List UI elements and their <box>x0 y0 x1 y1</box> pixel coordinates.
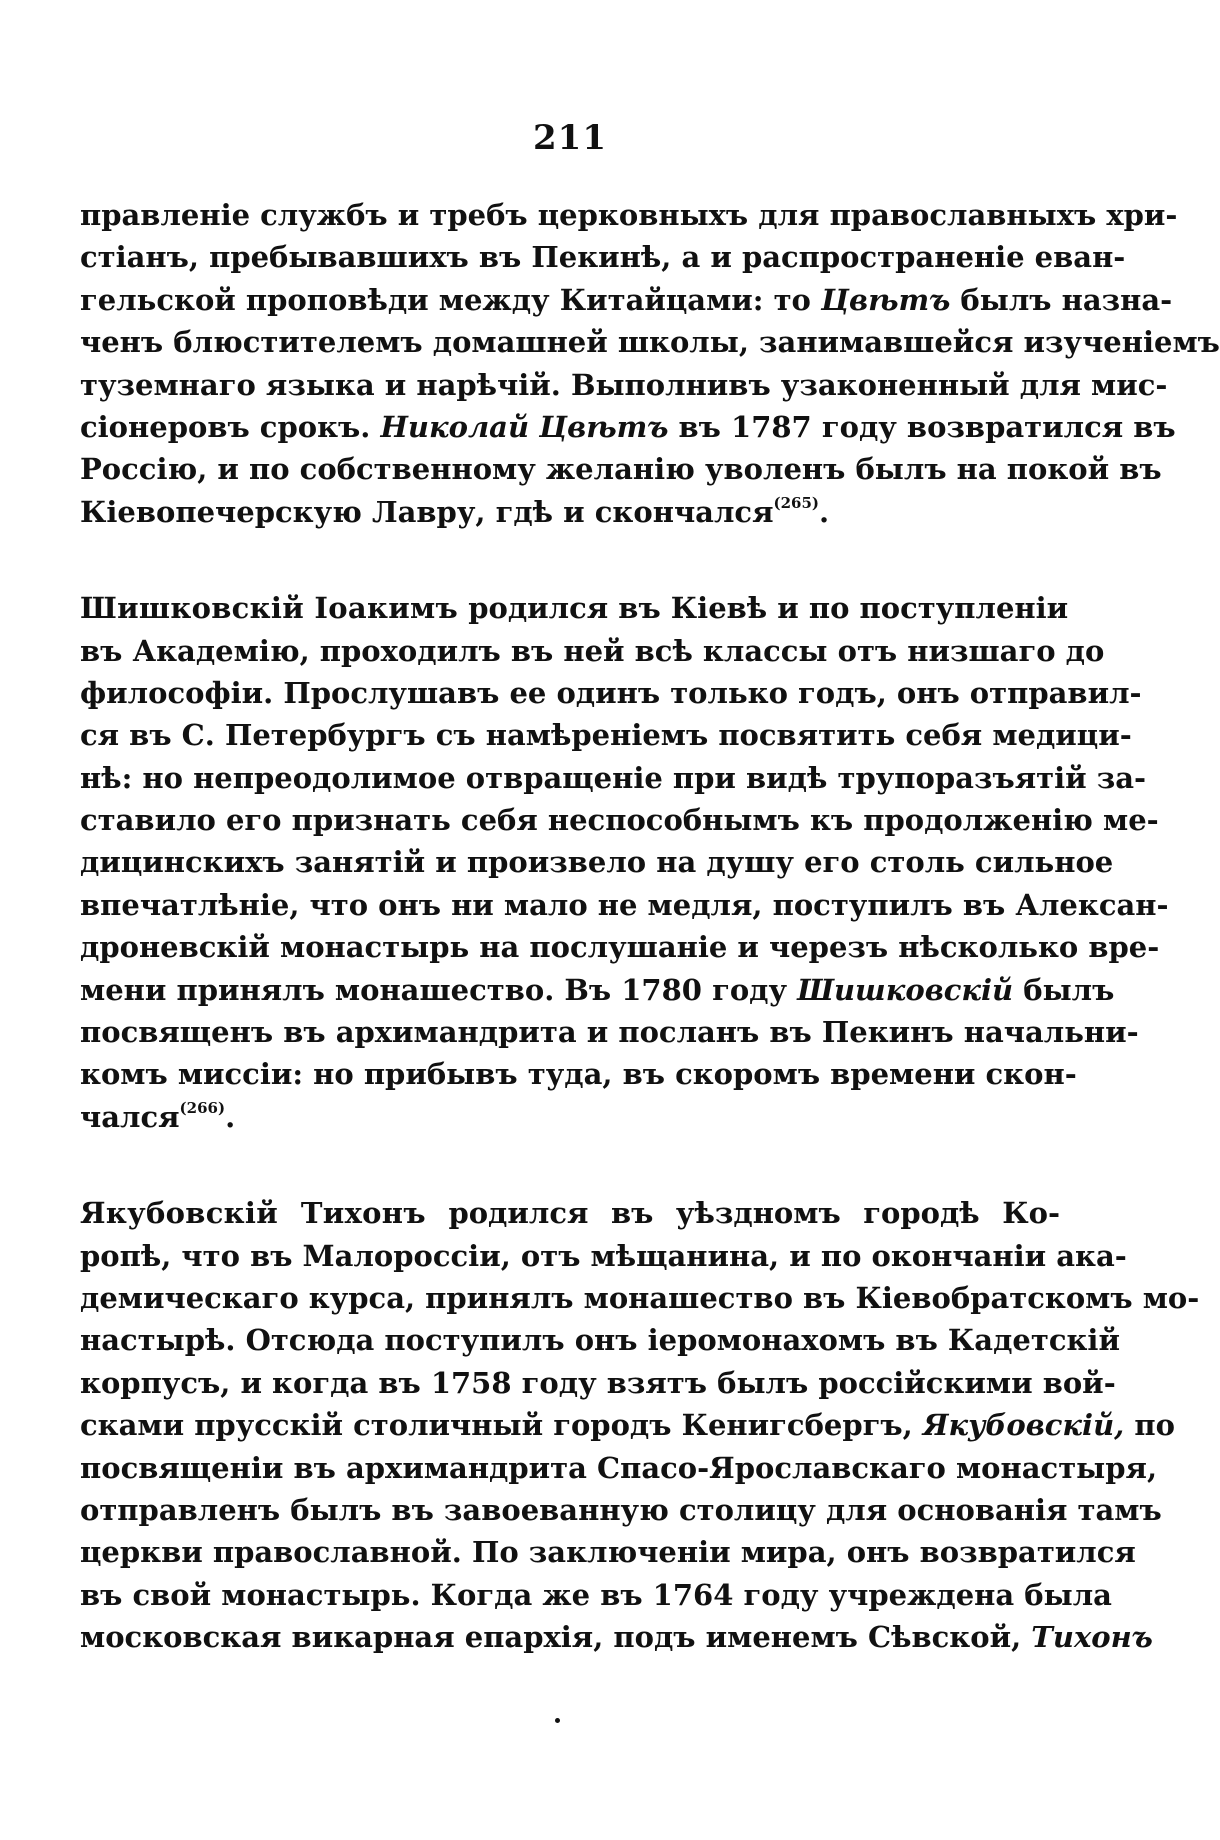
text-line: ропѣ, что въ Малороссіи, отъ мѣщанина, и по окончаніи ака- <box>80 1238 1127 1273</box>
text-span: московская викарная епархія, подъ именемъ Сѣвской, <box>80 1620 1022 1655</box>
text-line: въ свой монастырь. Когда же въ 1764 году учреждена была <box>80 1577 1112 1612</box>
text-line: правленіе службъ и требъ церковныхъ для православныхъ хри- <box>80 198 1178 232</box>
text-span: сіонеровъ срокъ. <box>80 409 371 444</box>
text-line: демическаго курса, принялъ монашество въ Кіевобратскомъ мо- <box>80 1280 1200 1315</box>
text-line: ставило его признать себя неспособнымъ къ продолженію ме- <box>80 803 1159 838</box>
text-line: настырѣ. Отсюда поступилъ онъ іеромонахомъ въ Кадетскій <box>80 1323 1120 1358</box>
text-line: церкви православной. По заключеніи мира, онъ возвратился <box>80 1535 1136 1570</box>
text-line: нѣ: но непреодолимое отвращеніе при видѣ трупоразъятій за- <box>80 760 1147 795</box>
text-line: въ Академію, проходилъ въ ней всѣ классы отъ низшаго до <box>80 633 1105 668</box>
paragraph-shishkovsky <box>80 587 1169 1138</box>
surname-shishkovsky: Шишковскій <box>797 972 1014 1007</box>
body-text <box>80 194 1220 1659</box>
surname-yakubovsky: Якубовскій, <box>922 1408 1125 1443</box>
text-span: по <box>1134 1408 1175 1443</box>
text-span: родился въ уѣздномъ городѣ Ко- <box>448 1196 1060 1231</box>
text-line <box>80 1192 1060 1234</box>
footnote-ref-265: (265) <box>773 493 820 512</box>
page-number: 211 <box>533 118 607 158</box>
paragraph-yakubovsky <box>80 1192 1200 1658</box>
text-span: былъ назна- <box>960 282 1173 317</box>
text-line <box>80 491 1060 533</box>
text-line <box>80 406 1176 448</box>
print-speck <box>555 1718 560 1723</box>
name-tikhon: Тихонъ <box>1031 1620 1153 1655</box>
text-line <box>80 1404 1175 1446</box>
text-span: Кіевопечерскую Лавру, гдѣ и скончался <box>80 494 774 529</box>
text-span: гельской проповѣди между Китайцами: то <box>80 282 811 317</box>
paragraph-gap <box>80 1138 1060 1192</box>
text-line: отправленъ былъ въ завоеванную столицу для основанія тамъ <box>80 1492 1162 1527</box>
text-line <box>80 279 1173 321</box>
paragraph-tsvet <box>80 194 1220 533</box>
text-line: посвященіи въ архимандрита Спасо-Ярославскаго монастыря, <box>80 1450 1158 1485</box>
text-line <box>80 969 1115 1011</box>
text-span: въ 1787 году возвратился въ <box>678 409 1176 444</box>
text-line: ся въ С. Петербургъ съ намѣреніемъ посвятить себя медици- <box>80 718 1132 753</box>
text-span: . <box>819 494 830 529</box>
text-line: посвященъ въ архимандрита и посланъ въ Пекинъ начальни- <box>80 1015 1139 1050</box>
text-span: мени принялъ монашество. Въ 1780 году <box>80 972 788 1007</box>
text-line <box>80 1616 1153 1658</box>
text-line: дицинскихъ занятій и произвело на душу его столь сильное <box>80 845 1114 880</box>
text-line: корпусъ, и когда въ 1758 году взятъ былъ россійскими вой- <box>80 1365 1116 1400</box>
text-line: стіанъ, пребывавшихъ въ Пекинѣ, а и распространеніе еван- <box>80 240 1126 275</box>
text-span: родился въ Кіевѣ и по поступленіи <box>468 591 1069 626</box>
text-line: туземнаго языка и нарѣчій. Выполнивъ узаконенный для мис- <box>80 367 1168 402</box>
book-page <box>80 0 1220 1840</box>
footnote-ref-266: (266) <box>179 1098 226 1117</box>
text-span: . <box>225 1099 236 1134</box>
text-span: сками прусскій столичный городъ Кенигсбергъ, <box>80 1408 913 1443</box>
text-span: былъ <box>1023 972 1115 1007</box>
text-line <box>80 587 1069 629</box>
paragraph-gap <box>80 533 1060 587</box>
entry-heading-yakubovsky: Якубовскій Тихонъ <box>80 1196 426 1231</box>
surname-tsvet: Цвѣтъ <box>821 282 951 317</box>
text-line: комъ миссіи: но прибывъ туда, въ скоромъ времени скон- <box>80 1057 1077 1092</box>
text-line: философіи. Прослушавъ ее одинъ только годъ, онъ отправил- <box>80 675 1142 710</box>
text-span: чался <box>80 1099 180 1134</box>
name-nikolai-tsvet: Николай Цвѣтъ <box>380 409 669 444</box>
entry-heading-shishkovsky: Шишковскій Іоакимъ <box>80 591 459 626</box>
text-line <box>80 1096 1060 1138</box>
text-line: дроневскій монастырь на послушаніе и черезъ нѣсколько вре- <box>80 930 1160 965</box>
text-line: впечатлѣніе, что онъ ни мало не медля, поступилъ въ Алексан- <box>80 887 1169 922</box>
text-line: ченъ блюстителемъ домашней школы, занимавшейся изученіемъ <box>80 325 1220 360</box>
text-line: Россію, и по собственному желанію уволенъ былъ на покой въ <box>80 452 1162 487</box>
